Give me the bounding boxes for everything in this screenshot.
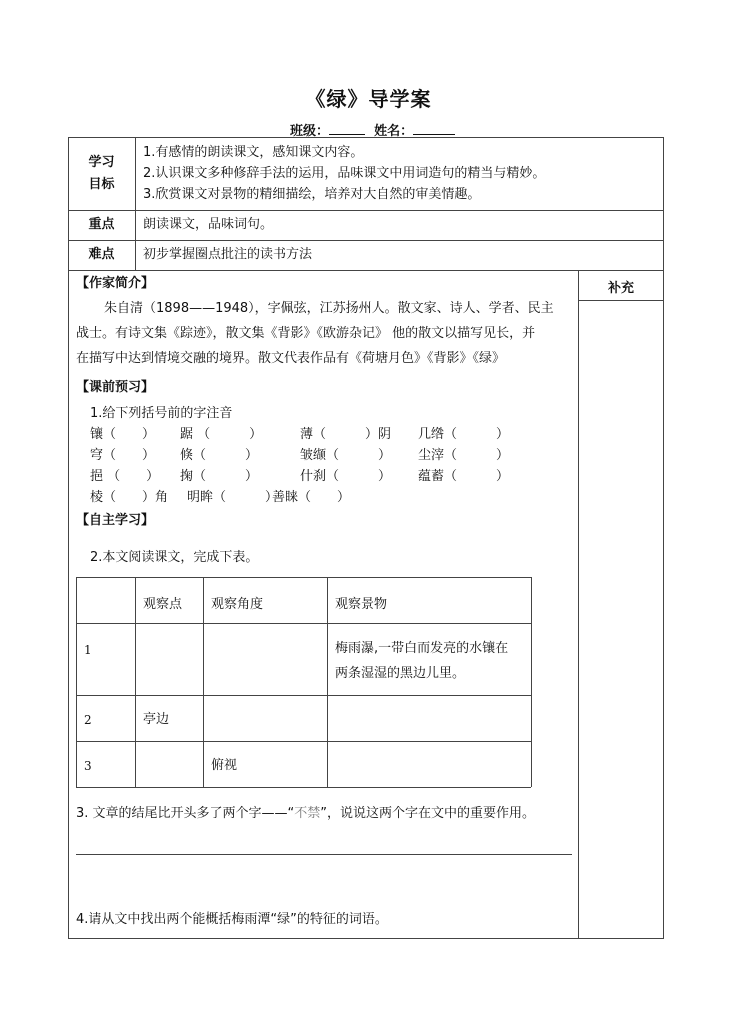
table-header-cell: 观察点 xyxy=(143,597,183,612)
pinyin-item[interactable]: 尘滓（ ） xyxy=(418,448,510,463)
objective-3: 3.欣赏课文对景物的精细描绘，培养对大自然的审美情趣。 xyxy=(143,187,481,202)
pinyin-item[interactable]: 明眸（ ） xyxy=(187,490,279,505)
table-cell: 两条湿湿的黑边儿里。 xyxy=(335,666,466,681)
pinyin-item[interactable]: 镶（ ） xyxy=(90,427,156,442)
answer-line[interactable] xyxy=(76,854,572,855)
objective-1: 1.有感情的朗读课文，感知课文内容。 xyxy=(143,145,364,160)
pinyin-item[interactable]: 几绺（ ） xyxy=(418,427,510,442)
difficult-points-label: 难点 xyxy=(88,247,115,262)
table-cell: 梅雨瀑,一带白而发亮的水镶在 xyxy=(335,641,509,656)
key-points-label: 重点 xyxy=(88,217,115,232)
difficult-points-text: 初步掌握圈点批注的读书方法 xyxy=(143,247,313,262)
author-intro-heading: 【作家简介】 xyxy=(76,276,155,291)
pinyin-item[interactable]: 穹（ ） xyxy=(90,448,156,463)
objectives-label: 学习 目标 xyxy=(88,155,115,192)
table-row-number: 2 xyxy=(84,713,92,727)
class-blank[interactable] xyxy=(329,122,365,135)
q3-quote: 不禁 xyxy=(294,806,321,821)
pinyin-item[interactable]: 挹 （ ） xyxy=(90,469,160,484)
preview-question-1: 1.给下列括号前的字注音 xyxy=(90,406,233,421)
pinyin-item[interactable]: 薄（ ）阴 xyxy=(300,427,392,442)
name-label: 姓名： xyxy=(374,124,414,139)
preview-heading: 【课前预习】 xyxy=(76,380,155,395)
pinyin-item[interactable]: 掬（ ） xyxy=(180,469,259,484)
author-intro-body xyxy=(76,296,574,371)
pinyin-item[interactable]: 什刹（ ） xyxy=(300,469,392,484)
table-row-number: 1 xyxy=(84,643,92,657)
pinyin-item[interactable]: 棱（ ）角 xyxy=(90,490,169,505)
author-intro-line: 战士。有诗文集《踪迹》，散文集《背影》《欧游杂记》 他的散文以描写见长，并 xyxy=(76,326,536,341)
class-label: 班级： xyxy=(290,124,330,139)
pinyin-item[interactable]: 皱缬（ ） xyxy=(300,448,392,463)
pinyin-item[interactable]: 善睐（ ） xyxy=(272,490,351,505)
author-intro-line: 朱自清（1898——1948），字佩弦，江苏扬州人。散文家、诗人、学者、民主 xyxy=(104,301,554,316)
pinyin-item[interactable]: 倏（ ） xyxy=(180,448,259,463)
author-intro-line: 在描写中达到情境交融的境界。散文代表作品有《荷塘月色》《背影》《绿》 xyxy=(76,351,506,366)
table-header-cell: 观察角度 xyxy=(211,597,264,612)
key-points-text: 朗读课文，品味词句。 xyxy=(143,217,274,232)
self-study-question-2: 2.本文阅读课文，完成下表。 xyxy=(90,550,259,565)
supplement-label: 补充 xyxy=(607,281,634,296)
table-header-cell: 观察景物 xyxy=(335,597,388,612)
pinyin-item[interactable]: 蕴蓄（ ） xyxy=(418,469,510,484)
table-row-number: 3 xyxy=(84,759,92,773)
pinyin-item[interactable]: 踞 （ ） xyxy=(180,427,263,442)
self-study-heading: 【自主学习】 xyxy=(76,513,155,528)
self-study-question-4: 4.请从文中找出两个能概括梅雨潭“绿”的特征的词语。 xyxy=(76,912,388,927)
objective-2: 2.认识课文多种修辞手法的运用，品味课文中用词造句的精当与精妙。 xyxy=(143,166,546,181)
page-title: 《绿》导学案 xyxy=(305,87,432,111)
name-blank[interactable] xyxy=(413,122,455,135)
table-cell: 亭边 xyxy=(143,712,170,727)
table-cell: 俯视 xyxy=(211,758,238,773)
self-study-question-3: 3. 文章的结尾比开头多了两个字——“不禁”，说说这两个字在文中的重要作用。 xyxy=(76,806,536,821)
